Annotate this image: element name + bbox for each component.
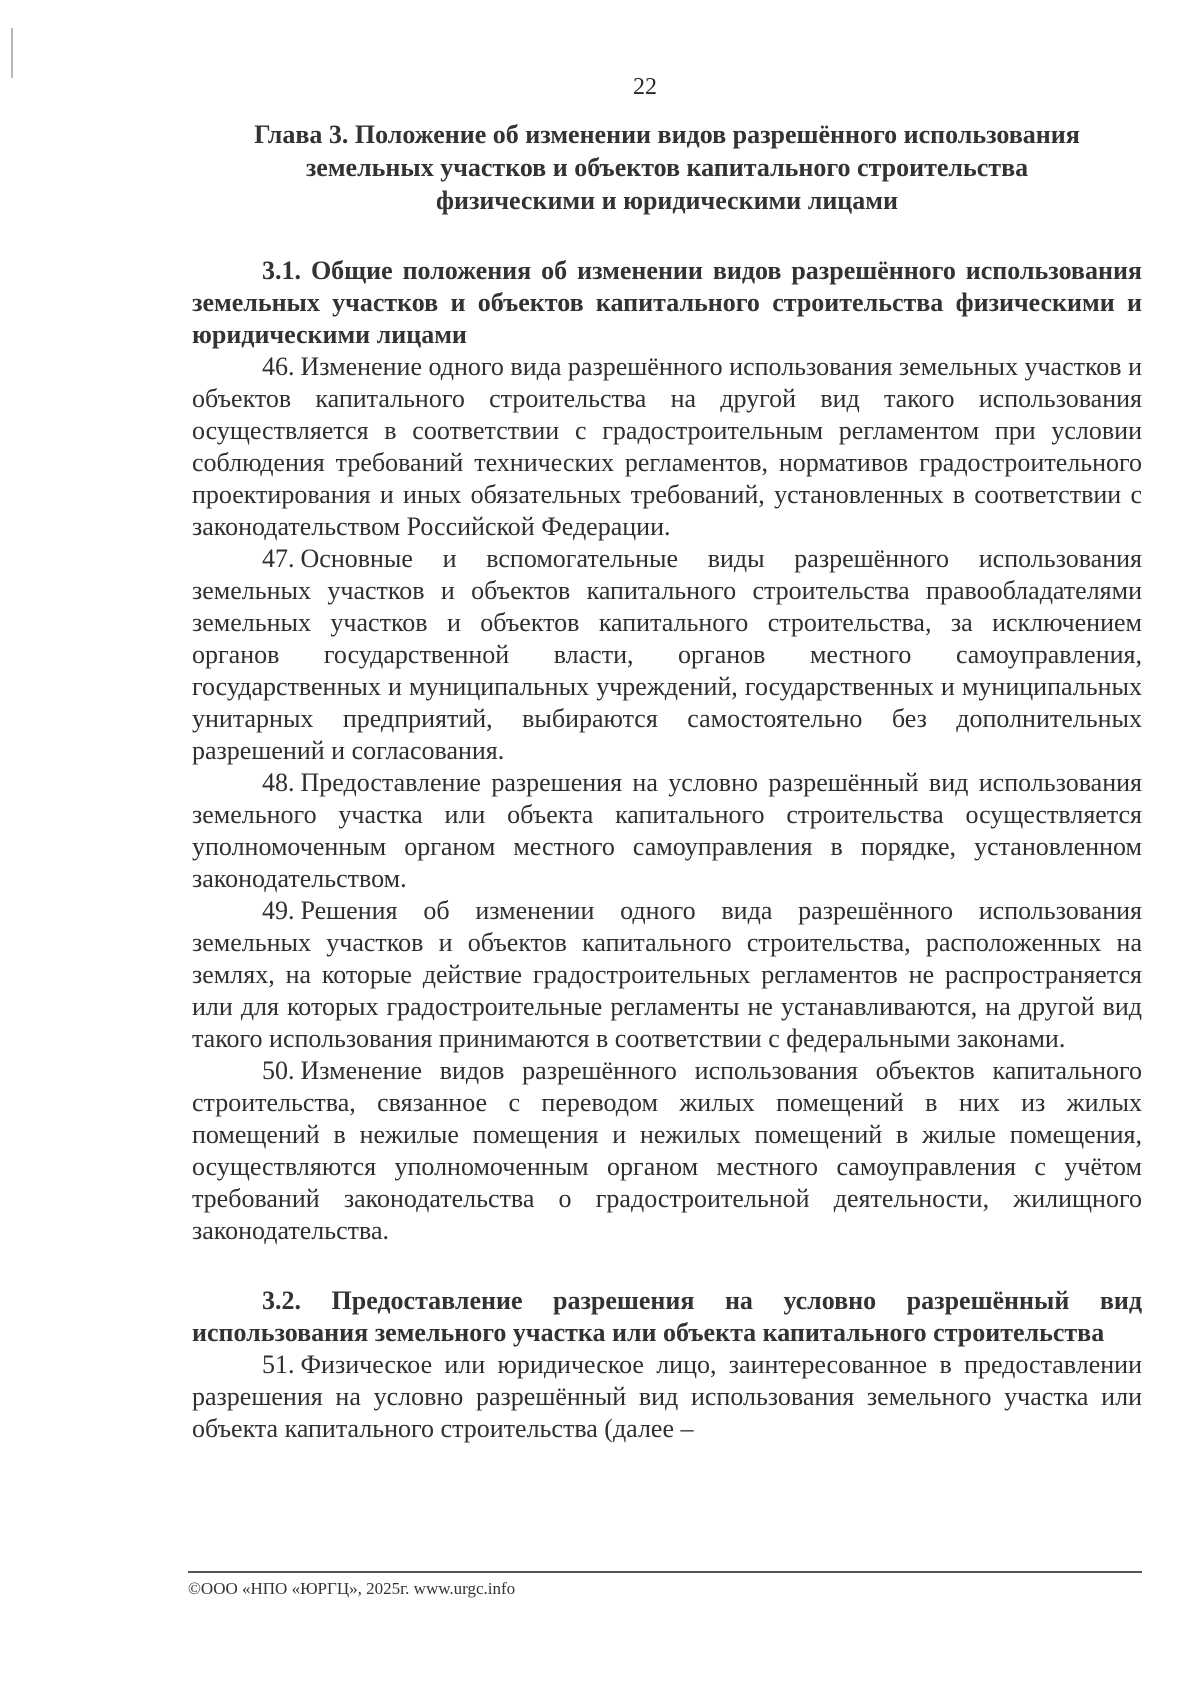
section-heading-3-1: 3.1. Общие положения об изменении видов разрешённого использования земельных участков и объектов капитального строительства физическими и юридическими лицами xyxy=(192,256,1142,349)
paragraph-number: 50. xyxy=(262,1056,295,1085)
paragraph-number: 47. xyxy=(262,544,295,573)
paragraph-text: Изменение видов разрешённого использования объектов капитального строительства, связанное с переводом жилых помещений в них из жилых помещений в нежилые помещения и нежилых помещений в жилые помещения, осуществляются уполномоченным органом местного самоуправления с учётом требований законодательства о градостроительной деятельности, жилищного законодательства. xyxy=(192,1056,1142,1245)
paragraph-text: Изменение одного вида разрешённого использования земельных участков и объектов капитального строительства на другой вид такого использования осуществляется в соответствии с градостроительным регламентом при условии соблюдения требований технических регламентов, нормативов градостроительного проектирования и иных обязательных требований, установленных в соответствии с законодательством Российской Федерации. xyxy=(192,352,1142,541)
paragraph-text: Физическое или юридическое лицо, заинтересованное в предоставлении разрешения на условно разрешённый вид использования земельного участка или объекта капитального строительства (далее – xyxy=(192,1350,1142,1443)
paragraph-text: Решения об изменении одного вида разрешённого использования земельных участков и объектов капитального строительства, расположенных на землях, на которые действие градостроительных регламентов не распространяется или для которых градостроительные регламенты не устанавливаются, на другой вид такого использования принимаются в соответствии с федеральными законами. xyxy=(192,896,1142,1053)
scan-edge-mark xyxy=(11,28,13,78)
paragraph-50 xyxy=(192,1055,1142,1247)
footer-divider xyxy=(188,1571,1142,1573)
paragraph-46 xyxy=(192,351,1142,543)
page-number: 22 xyxy=(633,74,657,100)
paragraph-51 xyxy=(192,1349,1142,1445)
paragraph-number: 51. xyxy=(262,1350,295,1379)
paragraph-text: Основные и вспомогательные виды разрешённого использования земельных участков и объектов капитального строительства правообладателями земельных участков и объектов капитального строительства, за исключением органов государственной власти, органов местного самоуправления, государственных и муниципальных учреждений, государственных и муниципальных унитарных предприятий, выбираются самостоятельно без дополнительных разрешений и согласования. xyxy=(192,544,1142,765)
paragraph-48 xyxy=(192,767,1142,895)
chapter-title xyxy=(192,118,1142,217)
page-footer xyxy=(188,1571,1142,1599)
paragraph-number: 49. xyxy=(262,896,295,925)
footer-copyright: ©ООО «НПО «ЮРГЦ», 2025г. www.urgc.info xyxy=(188,1579,516,1598)
chapter-title-line: земельных участков и объектов капитального строительства xyxy=(305,153,1029,182)
chapter-title-line: физическими и юридическими лицами xyxy=(436,186,898,215)
section-heading-3-2: 3.2. Предоставление разрешения на условно разрешённый вид использования земельного участка или объекта капитального строительства xyxy=(192,1286,1142,1347)
paragraph-text: Предоставление разрешения на условно разрешённый вид использования земельного участка или объекта капитального строительства осуществляется уполномоченным органом местного самоуправления в порядке, установленном законодательством. xyxy=(192,768,1142,893)
paragraph-47 xyxy=(192,543,1142,767)
paragraph-49 xyxy=(192,895,1142,1055)
page-content xyxy=(192,118,1142,1445)
chapter-title-line: Глава 3. Положение об изменении видов разрешённого использования xyxy=(254,120,1080,149)
paragraph-number: 48. xyxy=(262,768,295,797)
paragraph-number: 46. xyxy=(262,352,295,381)
